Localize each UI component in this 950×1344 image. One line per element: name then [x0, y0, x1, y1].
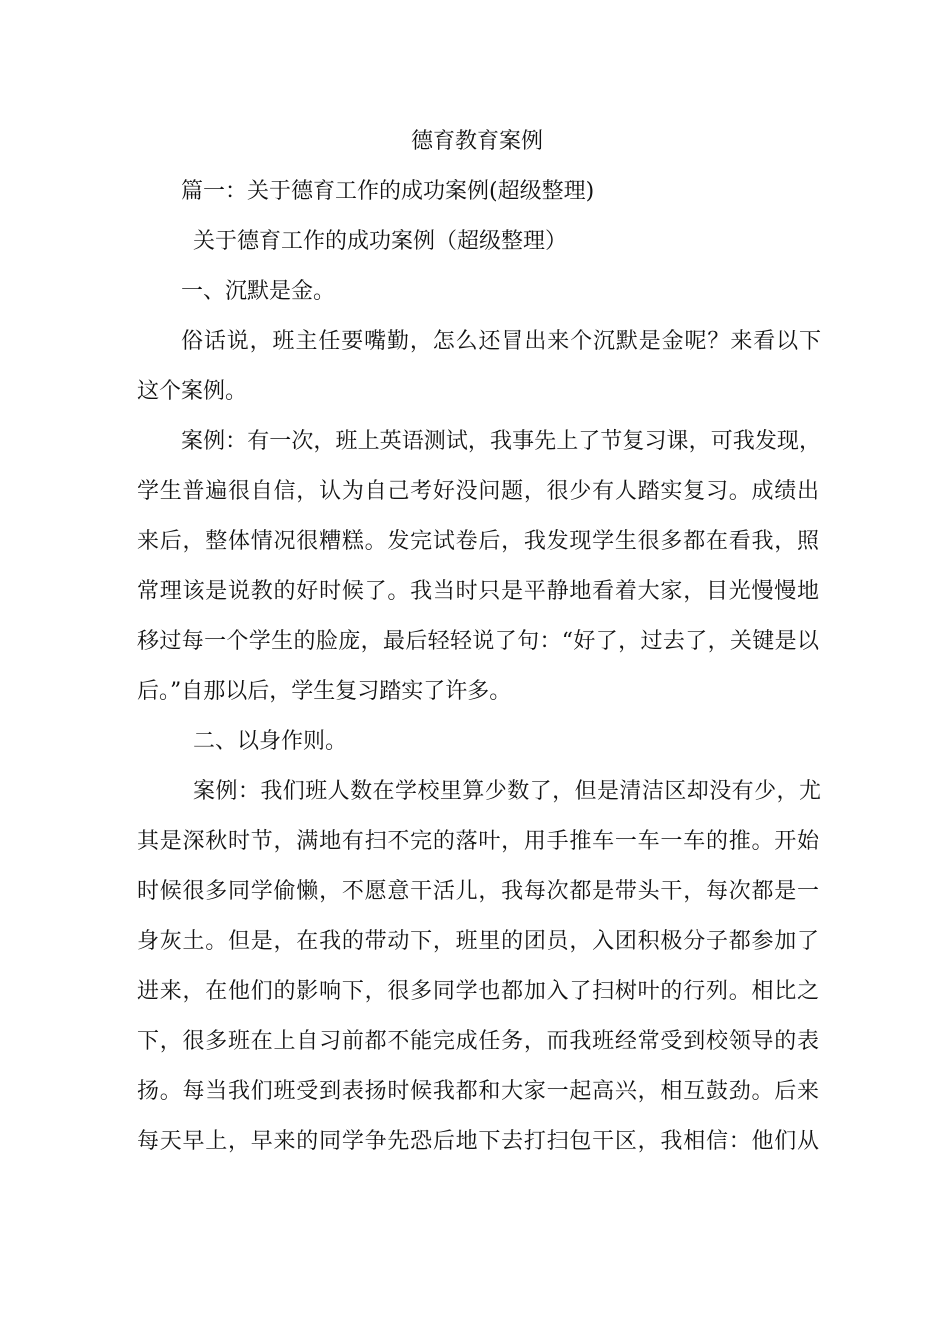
paragraph-line: 案例：有一次，班上英语测试，我事先上了节复习课，可我发现，	[181, 429, 821, 454]
section-subtitle: 关于德育工作的成功案例（超级整理）	[193, 229, 568, 254]
section-heading-1: 一、沉默是金。	[181, 279, 336, 304]
paragraph-line: 俗话说，班主任要嘴勤，怎么还冒出来个沉默是金呢？来看以下	[181, 329, 821, 354]
paragraph-line: 时候很多同学偷懒，不愿意干活儿，我每次都是带头干，每次都是一	[137, 879, 819, 904]
paragraph-line: 移过每一个学生的脸庞，最后轻轻说了句：“好了，过去了，关键是以	[137, 629, 819, 654]
paragraph-line: 其是深秋时节，满地有扫不完的落叶，用手推车一车一车的推。开始	[137, 829, 819, 854]
paragraph-line: 进来，在他们的影响下，很多同学也都加入了扫树叶的行列。相比之	[137, 979, 819, 1004]
paragraph-line: 案例：我们班人数在学校里算少数了，但是清洁区却没有少，尤	[193, 779, 821, 804]
paragraph-line: 扬。每当我们班受到表扬时候我都和大家一起高兴，相互鼓劲。后来	[137, 1079, 819, 1104]
chapter-heading: 篇一：关于德育工作的成功案例(超级整理)	[181, 179, 595, 204]
section-heading-2: 二、以身作则。	[193, 729, 348, 754]
paragraph-line: 后。”自那以后，学生复习踏实了许多。	[137, 679, 512, 704]
paragraph-line: 身灰土。但是，在我的带动下，班里的团员，入团积极分子都参加了	[137, 929, 819, 954]
document-title: 德育教育案例	[410, 129, 543, 154]
paragraph-line: 每天早上，早来的同学争先恐后地下去打扫包干区，我相信：他们从	[137, 1129, 819, 1154]
paragraph-line: 这个案例。	[137, 379, 248, 404]
paragraph-line: 下，很多班在上自习前都不能完成任务，而我班经常受到校领导的表	[137, 1029, 819, 1054]
paragraph-line: 学生普遍很自信，认为自己考好没问题，很少有人踏实复习。成绩出	[137, 479, 819, 504]
paragraph-line: 来后，整体情况很糟糕。发完试卷后，我发现学生很多都在看我，照	[137, 529, 819, 554]
paragraph-line: 常理该是说教的好时候了。我当时只是平静地看着大家，目光慢慢地	[137, 579, 819, 604]
